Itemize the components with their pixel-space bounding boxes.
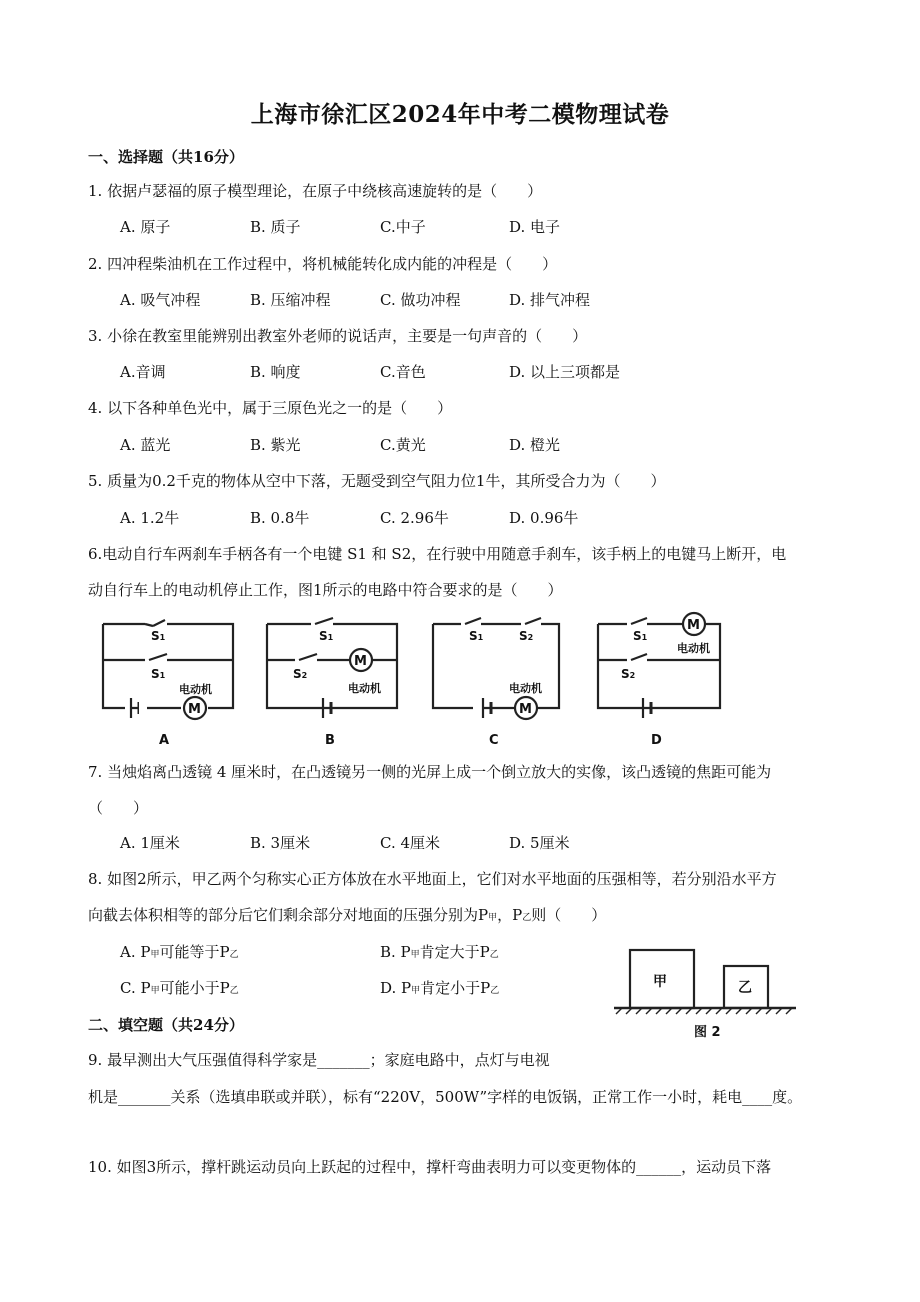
question-5-stem: 5. 质量为0.2千克的物体从空中下落，无题受到空气阻力位1牛，其所受合力为（ ） xyxy=(88,472,666,490)
switch-label-c2: S2 xyxy=(519,629,534,643)
option-a: A.音调 xyxy=(120,363,166,381)
figure-1-label-b: B xyxy=(325,733,335,748)
question-1-stem: 1. 依据卢瑟福的原子模型理论，在原子中绕核高速旋转的是（ ） xyxy=(88,182,543,200)
figure-2-block-yi: 乙 xyxy=(738,980,752,996)
motor-label-b: 电动机 xyxy=(348,682,381,695)
option-a: A. 1厘米 xyxy=(120,834,180,852)
question-8-option-c: C. P甲可能小于P乙 xyxy=(120,979,239,997)
question-8-option-a: A. P甲可能等于P乙 xyxy=(120,943,239,961)
option-c: C. 4厘米 xyxy=(380,834,441,852)
switch-label-d2: S2 xyxy=(621,667,636,681)
question-6-line-1: 6.电动自行车两刹车手柄各有一个电键 S1 和 S2，在行驶中用随意手刹车，该手柄上的电键马上断开，电 xyxy=(88,545,787,563)
option-c: C.中子 xyxy=(380,218,426,236)
question-6-line-2: 动自行车上的电动机停止工作，图1所示的电路中符合要求的是（ ） xyxy=(88,581,563,599)
question-9-line-2: 机是_______关系（选填串联或并联），标有“220V，500W”字样的电饭锅，正常工作一小时，耗电____度。 xyxy=(88,1088,803,1106)
option-a: A. 原子 xyxy=(120,218,171,236)
motor-symbol-b: M xyxy=(354,654,367,669)
figure-2-caption: 图 2 xyxy=(694,1025,721,1040)
option-d: D. 以上三项都是 xyxy=(509,363,621,381)
section-heading-choice: 一、选择题（共16分） xyxy=(88,148,244,166)
option-b: B. 质子 xyxy=(250,218,301,236)
motor-label-d: 电动机 xyxy=(677,642,710,655)
option-b: B. 紫光 xyxy=(250,436,301,454)
question-2-stem: 2. 四冲程柴油机在工作过程中，将机械能转化成内能的冲程是（ ） xyxy=(88,255,558,273)
switch-label-c1: S1 xyxy=(469,629,484,643)
option-a: A. 蓝光 xyxy=(120,436,171,454)
figure-2-blocks xyxy=(610,944,800,1044)
question-10-line-1: 10. 如图3所示，撑杆跳运动员向上跃起的过程中，撑杆弯曲表明力可以变更物体的______，运动员下落 xyxy=(88,1158,772,1176)
option-b: B. 响度 xyxy=(250,363,301,381)
question-7-line-2: （ ） xyxy=(88,799,149,817)
motor-symbol-c: M xyxy=(519,702,532,717)
motor-label-c: 电动机 xyxy=(509,682,542,695)
option-b: B. 0.8牛 xyxy=(250,509,310,527)
figure-1-circuits xyxy=(95,608,735,748)
motor-label-a: 电动机 xyxy=(179,683,212,696)
section-heading-fill-in: 二、填空题（共24分） xyxy=(88,1016,244,1034)
option-b: B. 3厘米 xyxy=(250,834,311,852)
question-3-stem: 3. 小徐在教室里能辨别出教室外老师的说话声，主要是一句声音的（ ） xyxy=(88,327,588,345)
question-7-line-1: 7. 当烛焰离凸透镜 4 厘米时，在凸透镜另一侧的光屏上成一个倒立放大的实像，该凸透镜的焦距可能为 xyxy=(88,763,772,781)
motor-symbol-a: M xyxy=(188,702,201,717)
question-8-line-2: 向截去体积相等的部分后它们剩余部分对地面的压强分别为P甲，P乙则（ ） xyxy=(88,906,607,924)
figure-2-block-jia: 甲 xyxy=(653,974,667,990)
option-c: C. 2.96牛 xyxy=(380,509,449,527)
switch-label-a2: S1 xyxy=(151,667,166,681)
figure-1-label-d: D xyxy=(651,733,662,748)
option-d: D. 0.96牛 xyxy=(509,509,579,527)
option-a: A. 吸气冲程 xyxy=(120,291,201,309)
switch-label-d1: S1 xyxy=(633,629,648,643)
question-4-stem: 4. 以下各种单色光中，属于三原色光之一的是（ ） xyxy=(88,399,453,417)
option-d: D. 排气冲程 xyxy=(509,291,591,309)
motor-symbol-d: M xyxy=(687,618,700,633)
figure-1-label-a: A xyxy=(159,733,170,748)
question-8-line-1: 8. 如图2所示，甲乙两个匀称实心正方体放在水平地面上，它们对水平地面的压强相等，若分别沿水平方 xyxy=(88,870,777,888)
switch-label-b1: S1 xyxy=(319,629,334,643)
question-8-option-b: B. P甲肯定大于P乙 xyxy=(380,943,499,961)
option-b: B. 压缩冲程 xyxy=(250,291,331,309)
option-d: D. 橙光 xyxy=(509,436,561,454)
figure-1-label-c: C xyxy=(489,733,499,748)
option-a: A. 1.2牛 xyxy=(120,509,180,527)
option-c: C.音色 xyxy=(380,363,426,381)
option-d: D. 电子 xyxy=(509,218,561,236)
switch-label-b2: S2 xyxy=(293,667,308,681)
question-9-line-1: 9. 最早测出大气压强值得科学家是_______；家庭电路中，点灯与电视 xyxy=(88,1051,550,1069)
option-c: C. 做功冲程 xyxy=(380,291,461,309)
page-title: 上海市徐汇区2024年中考二模物理试卷 xyxy=(250,101,670,128)
option-c: C.黄光 xyxy=(380,436,426,454)
switch-label-a1: S1 xyxy=(151,629,166,643)
question-8-option-d: D. P甲肯定小于P乙 xyxy=(380,979,500,997)
option-d: D. 5厘米 xyxy=(509,834,570,852)
